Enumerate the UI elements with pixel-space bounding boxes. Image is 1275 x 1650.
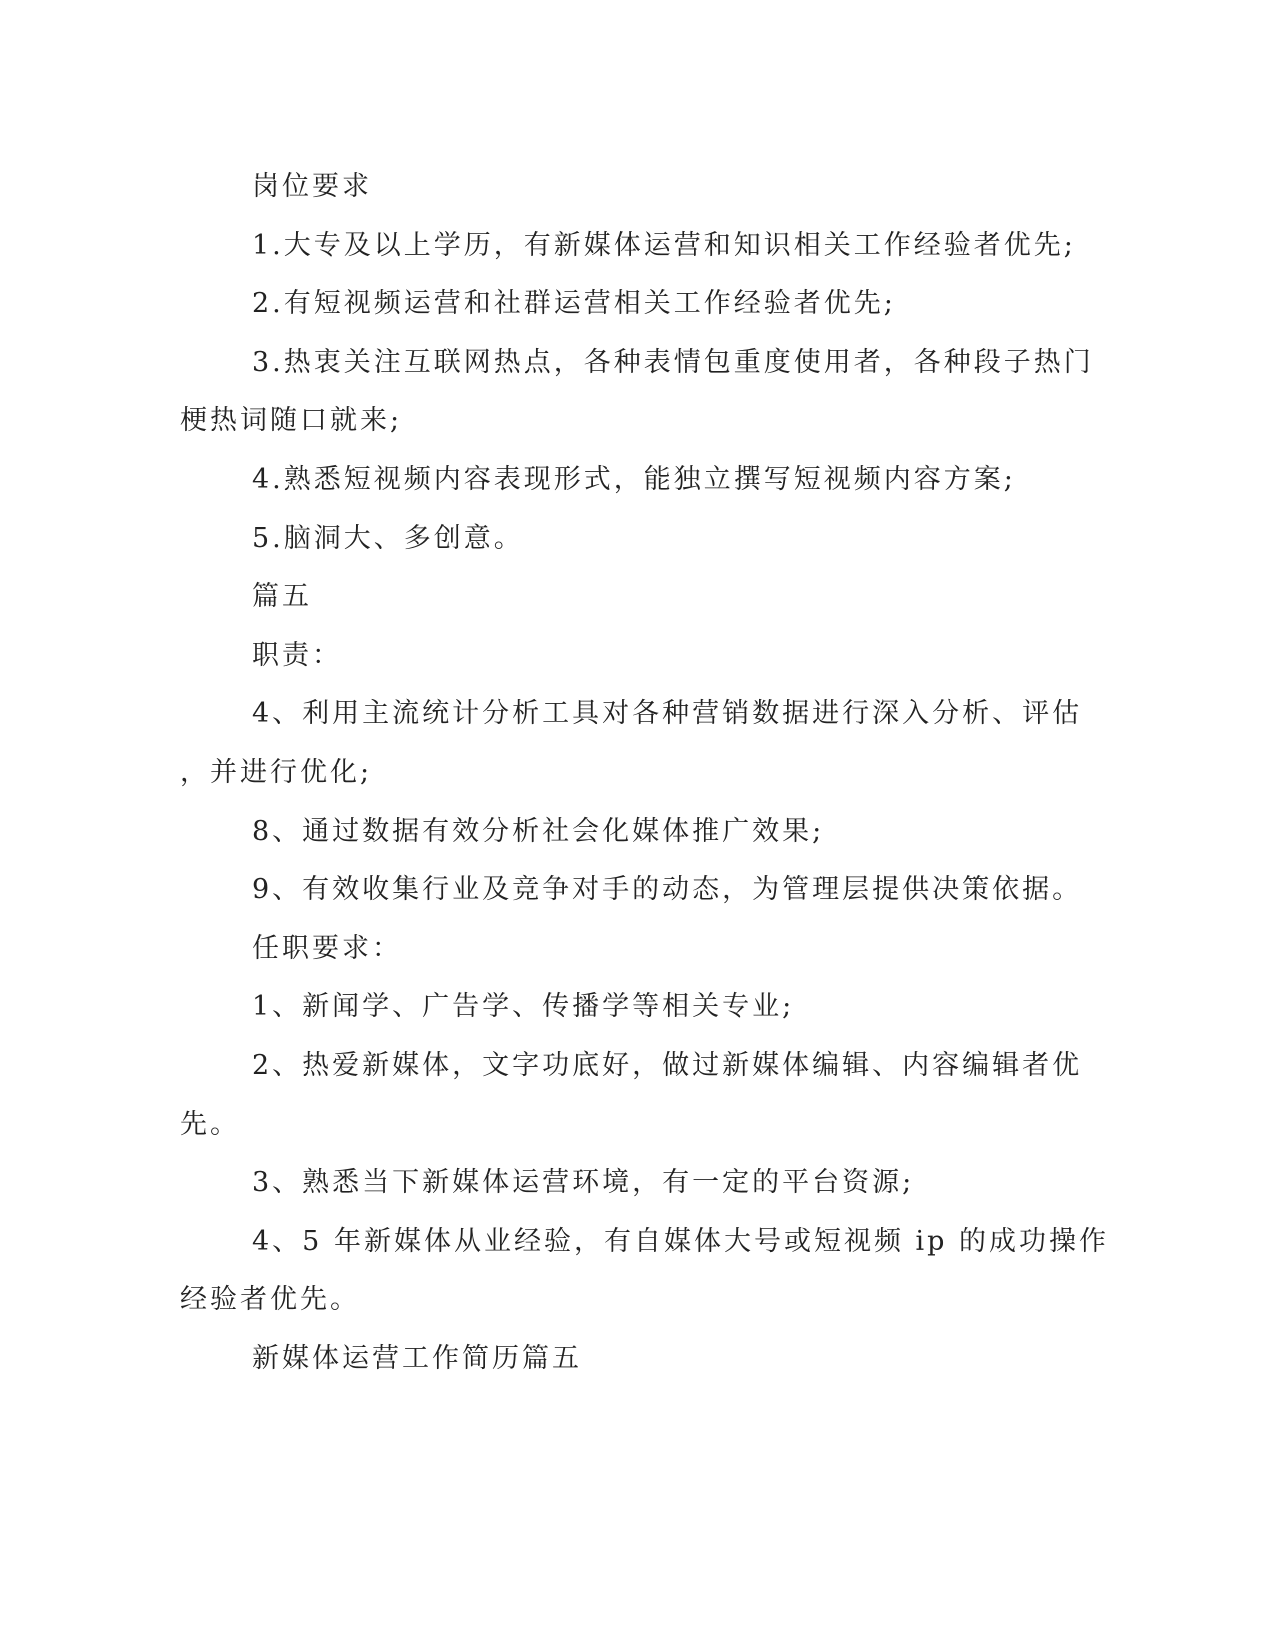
qualification-item: 3、熟悉当下新媒体运营环境，有一定的平台资源; xyxy=(252,1167,915,1199)
qualification-item: 2、热爱新媒体，文字功底好，做过新媒体编辑、内容编辑者优 xyxy=(252,1049,1083,1081)
section-heading: 任职要求： xyxy=(252,932,402,964)
qualification-item: 1、新闻学、广告学、传播学等相关专业; xyxy=(252,991,795,1023)
requirement-item: 1.大专及以上学历，有新媒体运营和知识相关工作经验者优先; xyxy=(252,229,1076,261)
requirement-item-continuation: 梗热词随口就来; xyxy=(180,405,403,437)
section-heading: 篇五 xyxy=(252,581,312,613)
qualification-item-continuation: 经验者优先。 xyxy=(180,1284,360,1316)
requirement-item: 2.有短视频运营和社群运营相关工作经验者优先; xyxy=(252,288,896,320)
document-body xyxy=(180,158,1110,1388)
qualification-item: 4、5 年新媒体从业经验，有自媒体大号或短视频 ip 的成功操作 xyxy=(252,1225,1110,1257)
duty-item-continuation: ，并进行优化; xyxy=(180,756,373,788)
requirement-item: 5.脑洞大、多创意。 xyxy=(252,522,524,554)
qualification-item-continuation: 先。 xyxy=(180,1108,240,1140)
duty-item: 4、利用主流统计分析工具对各种营销数据进行深入分析、评估 xyxy=(252,698,1083,730)
section-heading: 岗位要求 xyxy=(252,171,372,202)
requirement-item: 4.熟悉短视频内容表现形式，能独立撰写短视频内容方案; xyxy=(252,463,1016,495)
section-heading: 新媒体运营工作简历篇五 xyxy=(252,1342,582,1374)
duty-item: 9、有效收集行业及竞争对手的动态，为管理层提供决策依据。 xyxy=(252,874,1083,906)
section-heading: 职责： xyxy=(252,639,342,671)
duty-item: 8、通过数据有效分析社会化媒体推广效果; xyxy=(252,815,825,847)
requirement-item: 3.热衷关注互联网热点，各种表情包重度使用者，各种段子热门 xyxy=(252,346,1094,378)
